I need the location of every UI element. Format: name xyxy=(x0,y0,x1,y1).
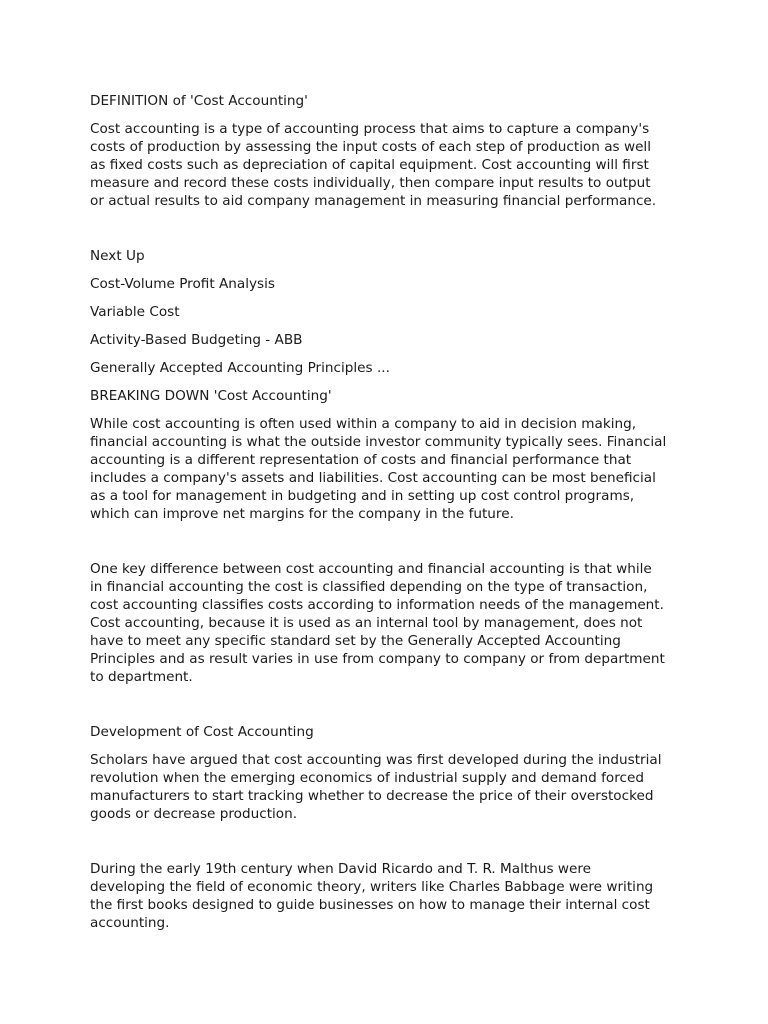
definition-paragraph: Cost accounting is a type of accounting process that aims to capture a company's costs of production by assessing the input costs of each step of production as well as fixed costs such as depreciation of capital equipment. Cost accounting will first measure and record these costs individually, then compare input results to output or actual results to aid company management in measuring financial performance. xyxy=(90,121,657,209)
next-up-item-cost-volume-profit: Cost-Volume Profit Analysis xyxy=(90,276,275,292)
development-paragraph-2: During the early 19th century when David Ricardo and T. R. Malthus were developing the field of economic theory, writers like Charles Babbage were writing the first books designed to guide businesses on how to manage their internal cost accounting. xyxy=(90,861,654,931)
breaking-down-heading: BREAKING DOWN 'Cost Accounting' xyxy=(90,388,332,404)
next-up-heading: Next Up xyxy=(90,248,145,264)
development-heading: Development of Cost Accounting xyxy=(90,724,314,740)
document-page xyxy=(90,92,690,932)
development-paragraph-1: Scholars have argued that cost accounting was first developed during the industrial revolution when the emerging economics of industrial supply and demand forced manufacturers to start tracking whether to decrease the price of their overstocked goods or decrease production. xyxy=(90,752,662,822)
definition-heading: DEFINITION of 'Cost Accounting' xyxy=(90,93,308,109)
next-up-item-gaap: Generally Accepted Accounting Principles ... xyxy=(90,360,390,376)
breaking-down-paragraph-2: One key difference between cost accounting and financial accounting is that while in financial accounting the cost is classified depending on the type of transaction, cost accounting classifies costs according to information needs of the management. Cost accounting, because it is used as an internal tool by management, does not have to meet any specific standard set by the Generally Accepted Accounting Principles and as result varies in use from company to company or from department to department. xyxy=(90,561,665,685)
breaking-down-paragraph-1: While cost accounting is often used within a company to aid in decision making, financial accounting is what the outside investor community typically sees. Financial accounting is a different representation of costs and financial performance that includes a company's assets and liabilities. Cost accounting can be most beneficial as a tool for management in budgeting and in setting up cost control programs, which can improve net margins for the company in the future. xyxy=(90,416,667,522)
next-up-item-activity-based-budgeting: Activity-Based Budgeting - ABB xyxy=(90,332,303,348)
next-up-item-variable-cost: Variable Cost xyxy=(90,304,180,320)
